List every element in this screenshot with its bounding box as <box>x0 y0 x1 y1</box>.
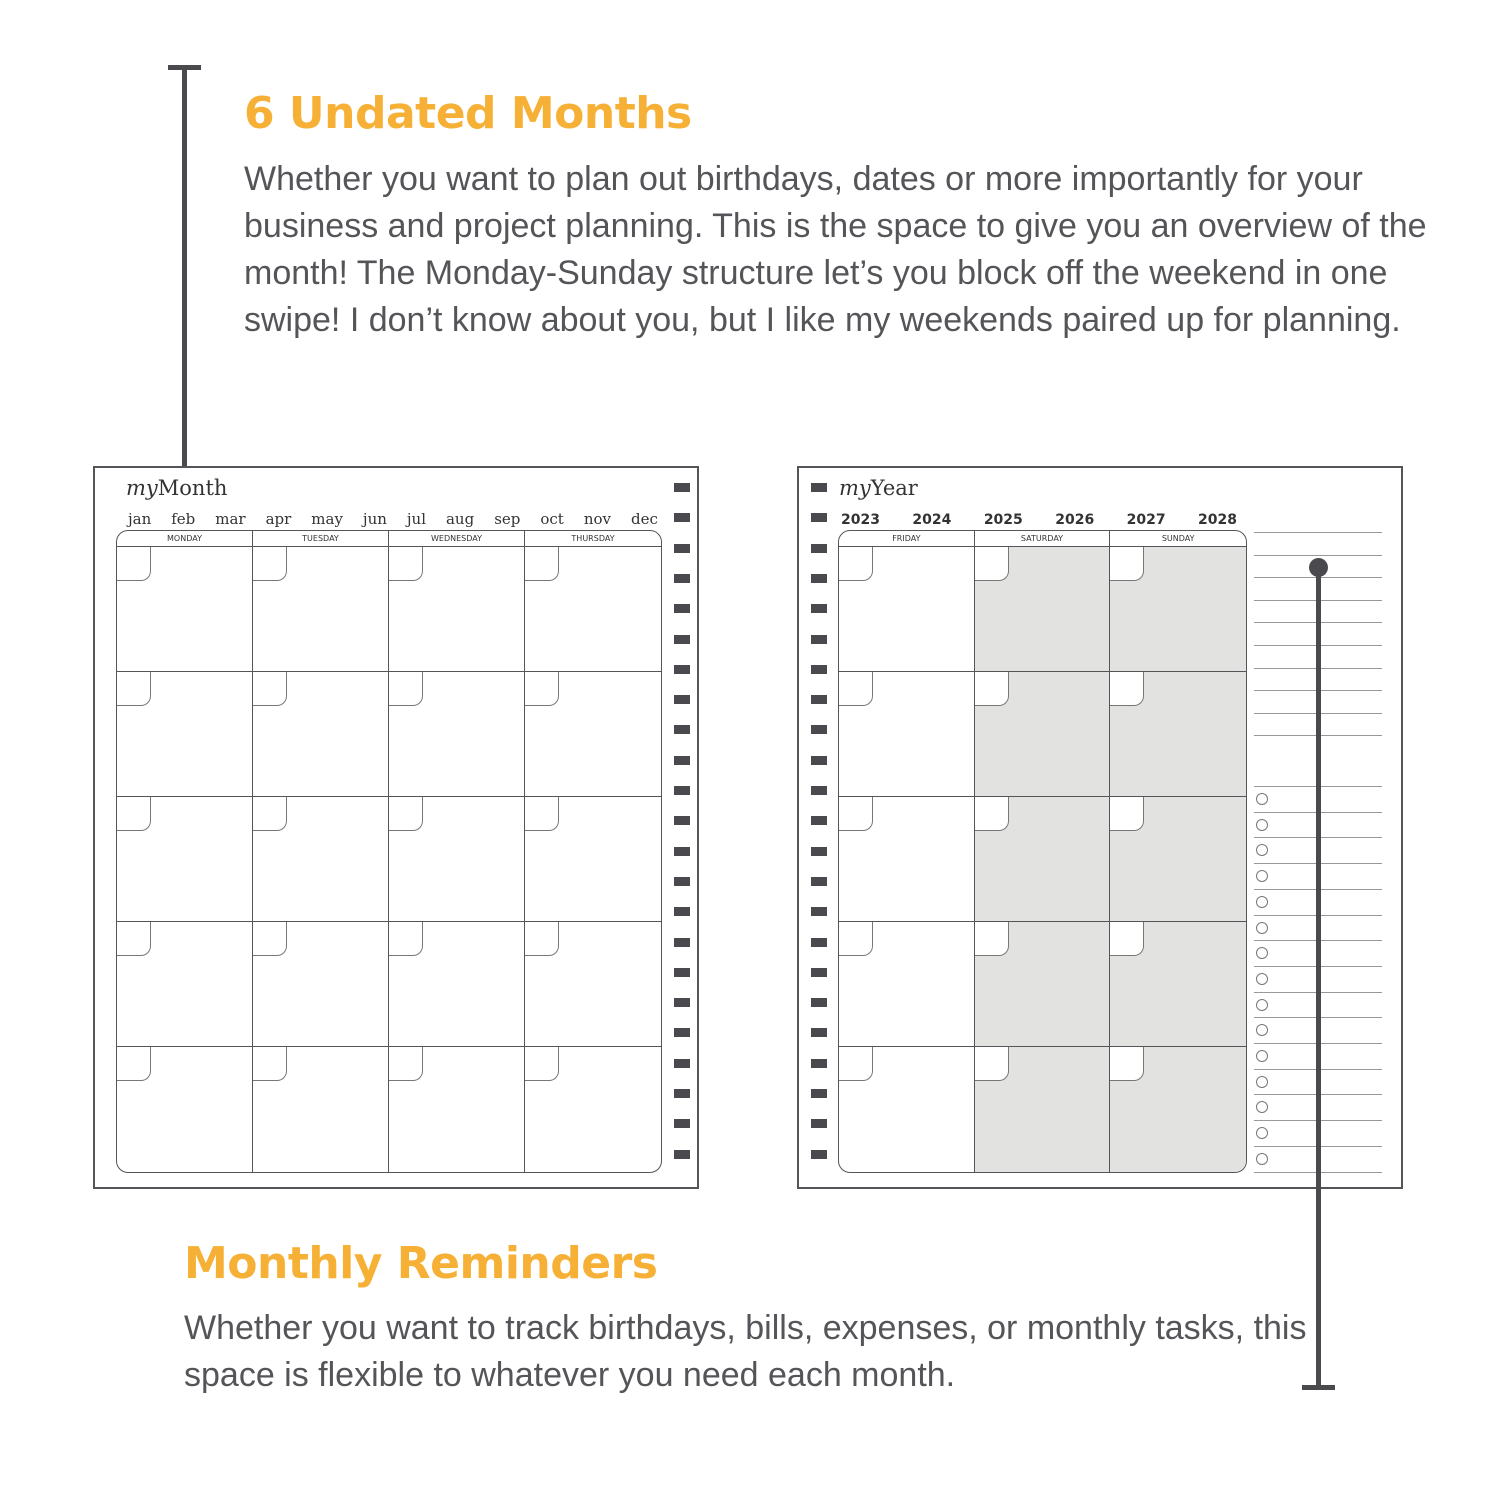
binding-hole <box>811 877 827 886</box>
day-cell[interactable] <box>389 1047 525 1172</box>
date-tab <box>117 672 151 706</box>
day-cell[interactable] <box>1110 672 1246 797</box>
reminder-checkbox[interactable] <box>1256 1153 1268 1165</box>
day-cell[interactable] <box>839 922 975 1047</box>
date-tab <box>525 922 559 956</box>
heading-undated-months: 6 Undated Months <box>244 88 692 139</box>
binding-hole <box>674 816 690 825</box>
year-label[interactable]: 2023 <box>841 512 880 528</box>
month-grid <box>116 530 662 1173</box>
day-cell[interactable] <box>839 672 975 797</box>
reminder-checkbox[interactable] <box>1256 870 1268 882</box>
day-cell[interactable] <box>975 1047 1111 1172</box>
date-tab <box>1110 547 1144 581</box>
date-tab <box>253 922 287 956</box>
day-cell[interactable] <box>525 922 661 1047</box>
day-cell[interactable] <box>253 922 389 1047</box>
date-tab <box>975 797 1009 831</box>
date-tab <box>253 672 287 706</box>
binding-hole <box>674 786 690 795</box>
date-tab <box>389 922 423 956</box>
day-header: SATURDAY <box>975 531 1111 547</box>
date-tab <box>839 672 873 706</box>
day-cell[interactable] <box>117 1047 253 1172</box>
weekend-grid <box>838 530 1247 1173</box>
year-label[interactable]: 2027 <box>1126 512 1166 528</box>
date-tab <box>1110 1047 1144 1081</box>
binding-hole <box>674 968 690 977</box>
binding-hole <box>811 725 827 734</box>
month-label[interactable]: mar <box>215 510 246 528</box>
date-tab <box>839 797 873 831</box>
binding-hole <box>811 604 827 613</box>
callout-right-line <box>1316 566 1321 1386</box>
month-label[interactable]: sep <box>494 510 521 528</box>
binding-hole <box>674 513 690 522</box>
binding-hole <box>811 483 827 492</box>
binding-hole <box>674 574 690 583</box>
day-cell[interactable] <box>975 547 1111 672</box>
reminder-checkbox[interactable] <box>1256 1024 1268 1036</box>
binding-hole <box>811 816 827 825</box>
month-label[interactable]: apr <box>265 510 292 528</box>
binding-hole <box>674 725 690 734</box>
day-cell[interactable] <box>253 547 389 672</box>
binding-hole <box>811 574 827 583</box>
day-cell[interactable] <box>525 797 661 922</box>
month-label[interactable]: aug <box>445 510 475 528</box>
day-cell[interactable] <box>975 672 1111 797</box>
date-tab <box>117 547 151 581</box>
month-label[interactable]: may <box>311 510 343 528</box>
day-header: THURSDAY <box>525 531 661 547</box>
binding-hole <box>674 877 690 886</box>
month-label[interactable]: dec <box>630 510 658 528</box>
day-header: TUESDAY <box>253 531 389 547</box>
day-cell[interactable] <box>253 672 389 797</box>
date-tab <box>839 1047 873 1081</box>
month-tabs <box>128 510 658 528</box>
date-tab <box>117 1047 151 1081</box>
binding-hole <box>811 968 827 977</box>
reminder-checkbox[interactable] <box>1256 1076 1268 1088</box>
day-cell[interactable] <box>117 922 253 1047</box>
day-cell[interactable] <box>253 1047 389 1172</box>
day-cell[interactable] <box>975 797 1111 922</box>
day-cell[interactable] <box>389 672 525 797</box>
month-label[interactable]: nov <box>583 510 611 528</box>
binding-hole <box>811 1028 827 1037</box>
binding-hole <box>674 938 690 947</box>
date-tab <box>975 922 1009 956</box>
day-cell[interactable] <box>525 1047 661 1172</box>
day-header: SUNDAY <box>1110 531 1246 547</box>
reminder-checkbox[interactable] <box>1256 819 1268 831</box>
date-tab <box>389 1047 423 1081</box>
date-tab <box>1110 797 1144 831</box>
reminder-checkbox[interactable] <box>1256 844 1268 856</box>
binding-hole <box>811 847 827 856</box>
date-tab <box>389 672 423 706</box>
date-tab <box>975 547 1009 581</box>
binding-hole <box>811 1059 827 1068</box>
day-cell[interactable] <box>525 547 661 672</box>
date-tab <box>253 547 287 581</box>
month-label[interactable]: jun <box>362 510 387 528</box>
binding-hole <box>811 998 827 1007</box>
note-line <box>1254 555 1382 556</box>
date-tab <box>389 797 423 831</box>
day-cell[interactable] <box>117 797 253 922</box>
binding-hole <box>811 665 827 674</box>
binding-hole <box>674 1119 690 1128</box>
day-header: FRIDAY <box>839 531 975 547</box>
day-cell[interactable] <box>389 547 525 672</box>
binding-hole <box>811 513 827 522</box>
date-tab <box>975 672 1009 706</box>
month-label[interactable]: oct <box>540 510 564 528</box>
reminder-checkbox[interactable] <box>1256 973 1268 985</box>
binding-hole <box>674 1028 690 1037</box>
month-page <box>93 466 699 1189</box>
binding-hole <box>674 1059 690 1068</box>
binding-hole <box>674 756 690 765</box>
year-label[interactable]: 2026 <box>1055 512 1095 528</box>
day-cell[interactable] <box>975 922 1111 1047</box>
year-tabs <box>841 512 1237 528</box>
date-tab <box>389 547 423 581</box>
date-tab <box>525 672 559 706</box>
year-label[interactable]: 2024 <box>912 512 952 528</box>
day-cell[interactable] <box>839 547 975 672</box>
day-cell[interactable] <box>1110 1047 1246 1172</box>
binding-hole <box>674 695 690 704</box>
date-tab <box>253 797 287 831</box>
binding-hole <box>811 1119 827 1128</box>
day-cell[interactable] <box>1110 547 1246 672</box>
day-cell[interactable] <box>839 797 975 922</box>
date-tab <box>975 1047 1009 1081</box>
paragraph-undated-months: Whether you want to plan out birthdays, dates or more importantly for your business and project planning. This is the space to give you an overview of the month! The Monday-Sunday structure let’s you block off the weekend in one swipe! I don’t know about you, but I like my weekends paired up for planning. <box>244 160 1427 339</box>
binding-hole <box>674 665 690 674</box>
day-cell[interactable] <box>839 1047 975 1172</box>
binding-hole <box>811 786 827 795</box>
binding-hole <box>811 1089 827 1098</box>
date-tab <box>117 922 151 956</box>
binding-hole <box>674 907 690 916</box>
binding-hole <box>674 1150 690 1159</box>
day-cell[interactable] <box>525 672 661 797</box>
day-cell[interactable] <box>1110 922 1246 1047</box>
day-cell[interactable] <box>389 797 525 922</box>
binding-hole <box>811 544 827 553</box>
day-cell[interactable] <box>389 922 525 1047</box>
binding-hole <box>811 1150 827 1159</box>
binding-hole <box>811 635 827 644</box>
reminder-checkbox[interactable] <box>1256 1127 1268 1139</box>
binding-hole <box>811 695 827 704</box>
month-label[interactable]: jul <box>406 510 426 528</box>
day-header: MONDAY <box>117 531 253 547</box>
year-label[interactable]: 2028 <box>1198 512 1237 528</box>
reminder-checkbox[interactable] <box>1256 947 1268 959</box>
date-tab <box>1110 922 1144 956</box>
binding-hole <box>674 483 690 492</box>
binding-hole <box>674 635 690 644</box>
binding-hole <box>811 907 827 916</box>
date-tab <box>525 1047 559 1081</box>
date-tab <box>117 797 151 831</box>
binding-hole <box>674 544 690 553</box>
day-cell[interactable] <box>253 797 389 922</box>
reminder-checkbox[interactable] <box>1256 793 1268 805</box>
binding-hole <box>811 756 827 765</box>
day-cell[interactable] <box>1110 797 1246 922</box>
binding-hole <box>674 998 690 1007</box>
year-label[interactable]: 2025 <box>983 512 1023 528</box>
note-line <box>1254 532 1382 533</box>
day-cell[interactable] <box>117 672 253 797</box>
reminder-checkbox[interactable] <box>1256 922 1268 934</box>
date-tab <box>525 797 559 831</box>
year-page-title: myYear <box>839 476 918 500</box>
reminder-checkbox[interactable] <box>1256 1101 1268 1113</box>
day-header: WEDNESDAY <box>389 531 525 547</box>
reminder-checkbox[interactable] <box>1256 896 1268 908</box>
reminder-checkbox[interactable] <box>1256 1050 1268 1062</box>
date-tab <box>839 547 873 581</box>
month-label[interactable]: jan <box>128 510 152 528</box>
paragraph-monthly-reminders: Whether you want to track birthdays, bills, expenses, or monthly tasks, this space is flexible to whatever you need each month. <box>184 1309 1307 1394</box>
reminder-checkbox[interactable] <box>1256 999 1268 1011</box>
day-cell[interactable] <box>117 547 253 672</box>
binding-hole <box>811 938 827 947</box>
date-tab <box>525 547 559 581</box>
date-tab <box>1110 672 1144 706</box>
heading-monthly-reminders: Monthly Reminders <box>184 1238 658 1289</box>
binding-hole <box>674 847 690 856</box>
month-page-title: myMonth <box>126 476 228 500</box>
binding-hole <box>674 604 690 613</box>
date-tab <box>839 922 873 956</box>
date-tab <box>253 1047 287 1081</box>
binding-hole <box>674 1089 690 1098</box>
month-label[interactable]: feb <box>171 510 196 528</box>
